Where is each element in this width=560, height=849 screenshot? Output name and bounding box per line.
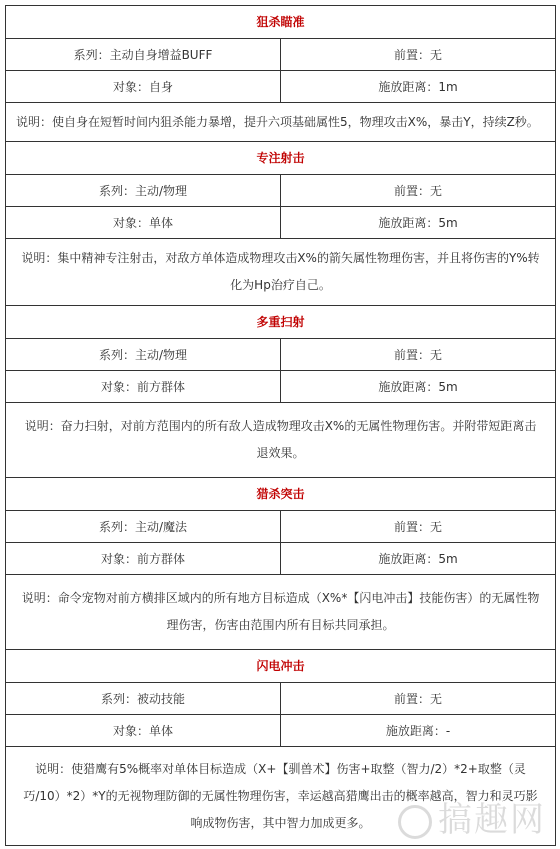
skill-prerequisite: 前置：无 xyxy=(281,175,556,207)
skill-target: 对象：自身 xyxy=(6,71,281,103)
skill-series: 系列：主动/魔法 xyxy=(6,511,281,543)
skill-description: 说明：使猎鹰有5%概率对单体目标造成（X+【驯兽术】伤害+取整（智力/2）*2+取整（灵巧/10）*2）*Y的无视物理防御的无属性物理伤害，幸运越高猎鹰出击的概率越高，智力和灵巧影响成物伤害，其中智力加成更多。 xyxy=(6,747,556,846)
skills-table xyxy=(5,5,556,846)
skill-title: 猎杀突击 xyxy=(6,478,556,511)
skill-title-row xyxy=(6,6,556,39)
skill-info-row xyxy=(6,39,556,71)
skill-title: 狙杀瞄准 xyxy=(6,6,556,39)
skill-range: 施放距离：5m xyxy=(281,371,556,403)
skill-series: 系列：被动技能 xyxy=(6,683,281,715)
skill-desc-row xyxy=(6,103,556,142)
skill-title-row xyxy=(6,142,556,175)
skill-title-row xyxy=(6,650,556,683)
skill-title: 多重扫射 xyxy=(6,306,556,339)
skill-description: 说明：使自身在短暂时间内狙杀能力暴增，提升六项基础属性5，物理攻击X%，暴击Y，持续Z秒。 xyxy=(6,103,556,142)
skill-range: 施放距离：5m xyxy=(281,207,556,239)
skill-desc-row xyxy=(6,239,556,306)
skill-prerequisite: 前置：无 xyxy=(281,39,556,71)
skill-info-row xyxy=(6,511,556,543)
skill-info-row xyxy=(6,175,556,207)
skill-prerequisite: 前置：无 xyxy=(281,511,556,543)
skill-info-row xyxy=(6,71,556,103)
skill-description: 说明：集中精神专注射击，对敌方单体造成物理攻击X%的箭矢属性物理伤害，并且将伤害的Y%转化为Hp治疗自己。 xyxy=(6,239,556,306)
skill-info-row xyxy=(6,683,556,715)
skill-target: 对象：前方群体 xyxy=(6,371,281,403)
skill-description: 说明：命令宠物对前方横排区域内的所有地方目标造成（X%*【闪电冲击】技能伤害）的无属性物理伤害，伤害由范围内所有目标共同承担。 xyxy=(6,575,556,650)
skill-range: 施放距离：- xyxy=(281,715,556,747)
skill-target: 对象：单体 xyxy=(6,207,281,239)
skill-series: 系列：主动/物理 xyxy=(6,339,281,371)
skill-info-row xyxy=(6,207,556,239)
skill-description: 说明：奋力扫射，对前方范围内的所有敌人造成物理攻击X%的无属性物理伤害。并附带短距离击退效果。 xyxy=(6,403,556,478)
skill-info-row xyxy=(6,371,556,403)
skill-target: 对象：前方群体 xyxy=(6,543,281,575)
watermark-text: 搞趣网 xyxy=(438,800,546,840)
skill-title: 闪电冲击 xyxy=(6,650,556,683)
skill-desc-row xyxy=(6,747,556,846)
skill-series: 系列：主动自身增益BUFF xyxy=(6,39,281,71)
skill-title: 专注射击 xyxy=(6,142,556,175)
skill-prerequisite: 前置：无 xyxy=(281,339,556,371)
skill-range: 施放距离：1m xyxy=(281,71,556,103)
skill-prerequisite: 前置：无 xyxy=(281,683,556,715)
skill-desc-row xyxy=(6,403,556,478)
skill-desc-row xyxy=(6,575,556,650)
skill-info-row xyxy=(6,715,556,747)
skill-series: 系列：主动/物理 xyxy=(6,175,281,207)
skill-info-row xyxy=(6,339,556,371)
skill-title-row xyxy=(6,478,556,511)
skill-info-row xyxy=(6,543,556,575)
skill-target: 对象：单体 xyxy=(6,715,281,747)
skill-range: 施放距离：5m xyxy=(281,543,556,575)
skill-title-row xyxy=(6,306,556,339)
